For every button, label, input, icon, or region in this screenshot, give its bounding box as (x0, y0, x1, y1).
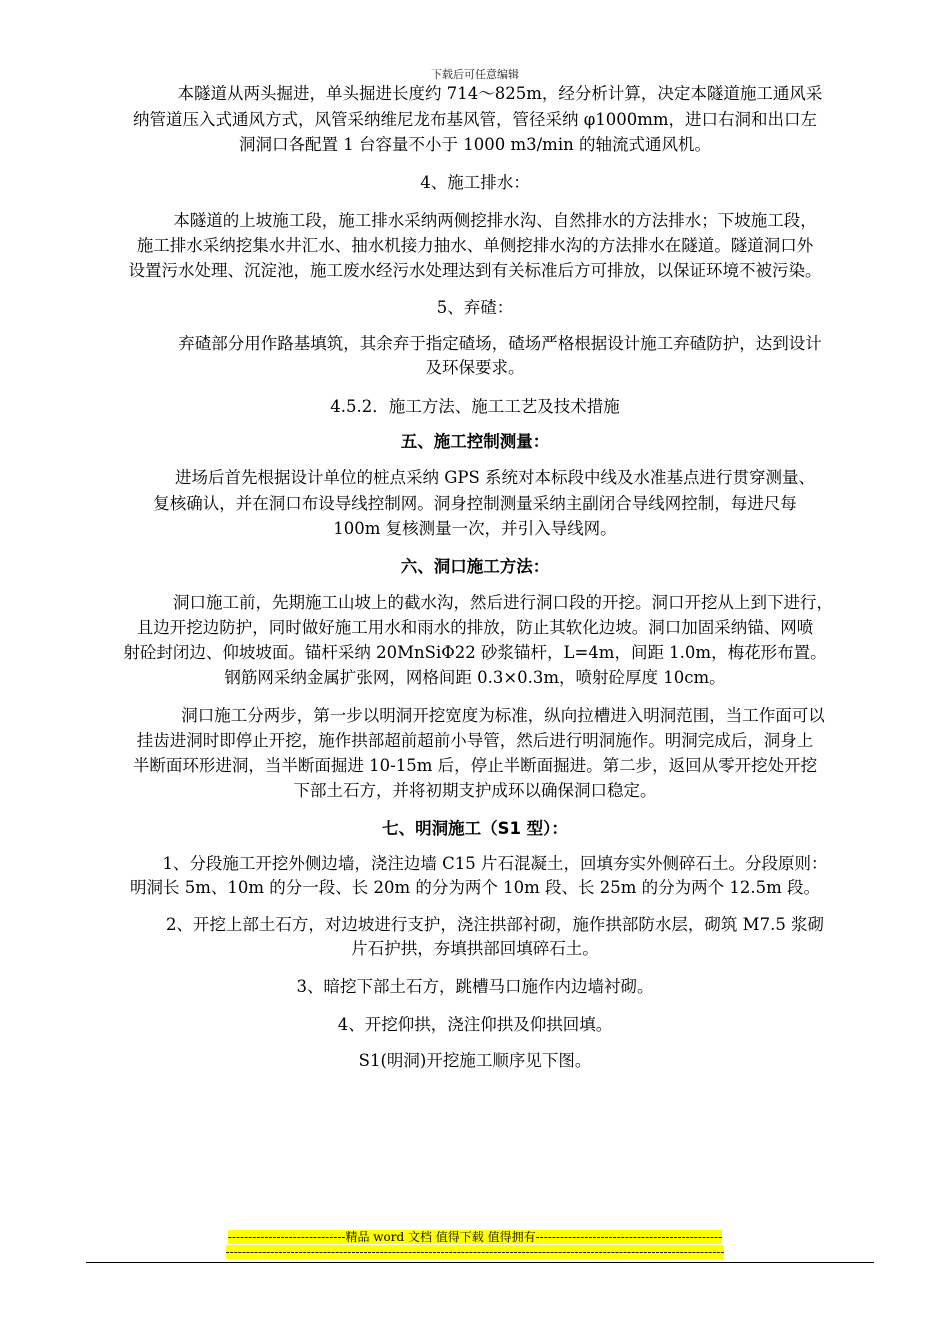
para-open-cut-1-line-1: 1、分段施工开挖外侧边墙，浇注边墙 C15 片石混凝土，回填夯实外侧碎石土。分段原则： (162, 854, 828, 873)
heading-portal-method: 六、洞口施工方法： (400, 557, 550, 576)
para-spoil-line-1: 弃碴部分用作路基填筑，其余弃于指定碴场，碴场严格根据设计施工弃碴防护，达到设计 (178, 334, 822, 353)
para-portal-steps-line-3: 半断面环形进洞，当半断面掘进 10-15m 后，停止半断面掘进。第二步，返回从零开挖处开挖 (132, 756, 818, 775)
para-open-cut-1-line-2: 明洞长 5m、10m 的分一段、长 20m 的分为两个 10m 段、长 25m 的分为两个 12.5m 段。 (129, 878, 821, 897)
heading-survey: 五、施工控制测量： (400, 432, 550, 451)
para-open-cut-3: 3、暗挖下部土石方，跳槽马口施作内边墙衬砌。 (296, 977, 654, 996)
para-portal-steps-line-2: 挂齿进洞时即停止开挖，施作拱部超前超前小导管，然后进行明洞施作。明洞完成后，洞身上 (136, 731, 814, 750)
para-drainage-line-2: 施工排水采纳挖集水井汇水、抽水机接力抽水、单侧挖排水沟的方法排水在隧道。隧道洞口外 (136, 236, 814, 255)
heading-open-cut: 七、明洞施工（S1 型）： (382, 819, 568, 838)
para-open-cut-2-line-2: 片石护拱，夯填拱部回填碎石土。 (351, 939, 599, 958)
para-ventilation-line-3: 洞洞口各配置 1 台容量不小于 1000 m3/min 的轴流式通风机。 (239, 135, 711, 154)
para-portal-steps-line-4: 下部土石方，并将初期支护成环以确保洞口稳定。 (293, 781, 657, 800)
footer-dashes-text: --------------------------------------------------------------------------------------------------------------------------- (225, 1245, 725, 1259)
para-drainage-line-1: 本隧道的上坡施工段，施工排水采纳两侧挖排水沟、自然排水的方法排水；下坡施工段， (173, 211, 817, 230)
para-drainage-line-3: 设置污水处理、沉淀池，施工废水经污水处理达到有关标准后方可排放，以保证环境不被污染。 (128, 261, 822, 280)
para-ventilation-line-1: 本隧道从两头掘进，单头掘进长度约 714～825m，经分析计算，决定本隧道施工通风采 (177, 84, 823, 103)
para-ventilation-line-2: 纳管道压入式通风方式，风管采纳维尼龙布基风管，管径采纳 φ1000mm，进口右洞和出口左 (132, 110, 818, 129)
footer-promo-text: -----------------------------精品 word 文档 值得下载 值得拥有---------------------------------------------- (227, 1230, 723, 1244)
figure-reference: S1(明洞)开挖施工顺序见下图。 (358, 1051, 592, 1070)
heading-spoil: 5、弃碴： (436, 298, 514, 317)
para-spoil-line-2: 及环保要求。 (425, 358, 525, 377)
para-survey-line-3: 100m 复核测量一次，并引入导线网。 (333, 519, 617, 538)
para-open-cut-2-line-1: 2、开挖上部土石方，对边坡进行支护，浇注拱部衬砌，施作拱部防水层，砌筑 M7.5 浆砌 (165, 915, 825, 934)
page-header: 下载后可任意编辑 (431, 68, 519, 81)
para-portal-line-1: 洞口施工前，先期施工山坡上的截水沟，然后进行洞口段的开挖。洞口开挖从上到下进行， (173, 593, 833, 612)
para-open-cut-4: 4、开挖仰拱，浇注仰拱及仰拱回填。 (337, 1015, 613, 1034)
para-portal-line-2: 且边开挖边防护，同时做好施工用水和雨水的排放，防止其软化边坡。洞口加固采纳锚、网喷 (136, 618, 814, 637)
section-title-4-5-2: 4.5.2．施工方法、施工工艺及技术措施 (330, 397, 620, 416)
heading-drainage: 4、施工排水： (420, 173, 530, 192)
para-portal-line-4: 钢筋网采纳金属扩张网，网格间距 0.3×0.3m，喷射砼厚度 10cm。 (224, 668, 726, 687)
para-portal-steps-line-1: 洞口施工分两步，第一步以明洞开挖宽度为标准，纵向拉槽进入明洞范围，当工作面可以 (181, 706, 825, 725)
footer-promo-line (0, 1230, 950, 1244)
para-survey-line-2: 复核确认，并在洞口布设导线控制网。洞身控制测量采纳主副闭合导线网控制，每进尺每 (153, 494, 797, 513)
footer-dashes-line (0, 1245, 950, 1259)
para-portal-line-3: 射砼封闭边、仰坡坡面。锚杆采纳 20MnSiΦ22 砂浆锚杆，L=4m，间距 1.0m，梅花形布置。 (123, 643, 827, 662)
para-survey-line-1: 进场后首先根据设计单位的桩点采纳 GPS 系统对本标段中线及水准基点进行贯穿测量、 (174, 468, 816, 487)
footer-rule (86, 1262, 874, 1263)
